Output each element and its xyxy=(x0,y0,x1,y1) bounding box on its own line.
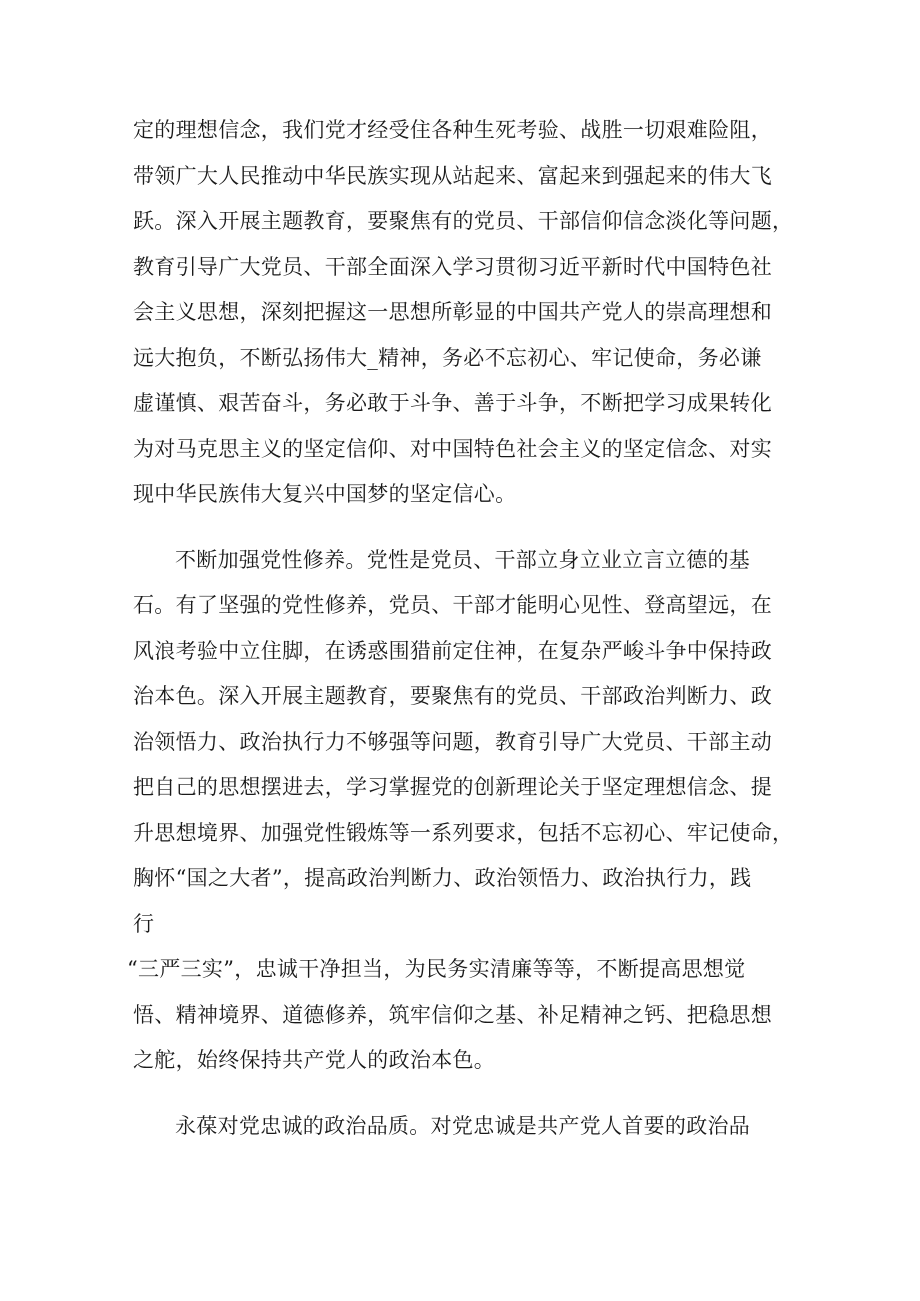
text-line: 治本色。深入开展主题教育，要聚焦有的党员、干部政治判断力、政 xyxy=(133,684,772,708)
text-line: 升思想境界、加强党性锻炼等一系列要求，包括不忘初心、牢记使命， xyxy=(133,820,794,845)
text-line: 远大抱负，不断弘扬伟大_精神，务必不忘初心、牢记使命，务必谦 xyxy=(133,345,762,370)
text-line: 虚谨慎、艰苦奋斗，务必敢于斗争、善于斗争，不断把学习成果转化 xyxy=(133,391,772,415)
text-line: 不断加强党性修养。党性是党员、干部立身立业立言立德的基 xyxy=(175,547,751,572)
text-line: 悟、精神境界、道德修养，筑牢信仰之基、补足精神之钙、把稳思想 xyxy=(133,1002,772,1027)
paragraph-ideals xyxy=(133,108,813,518)
text-line: 永葆对党忠诚的政治品质。对党忠诚是共产党人首要的政治品 xyxy=(175,1113,751,1138)
paragraph-spacer xyxy=(133,1084,813,1104)
paragraph-party-spirit xyxy=(127,538,813,1084)
text-line: 之舵，始终保持共产党人的政治本色。 xyxy=(133,1048,496,1072)
text-line: 跃。深入开展主题教育，要聚焦有的党员、干部信仰信念淡化等问题， xyxy=(133,209,794,233)
text-line: 现中华民族伟大复兴中国梦的坚定信心。 xyxy=(133,482,517,506)
text-line: 会主义思想，深刻把握这一思想所彰显的中国共产党人的崇高理想和 xyxy=(133,300,772,324)
paragraph-spacer xyxy=(133,518,813,538)
text-line: 风浪考验中立住脚，在诱惑围猎前定住神，在复杂严峻斗争中保持政 xyxy=(133,638,772,663)
text-line: 胸怀“国之大者”，提高政治判断力、政治领悟力、政治执行力，践 xyxy=(133,866,752,890)
text-line: 定的理想信念，我们党才经受住各种生死考验、战胜一切艰难险阻， xyxy=(133,118,772,142)
text-line: 行 xyxy=(133,911,155,936)
text-line: 带领广大人民推动中华民族实现从站起来、富起来到强起来的伟大飞 xyxy=(133,163,772,188)
paragraph-loyalty xyxy=(133,1104,813,1150)
text-line: 为对马克思主义的坚定信仰、对中国特色社会主义的坚定信念、对实 xyxy=(133,436,772,461)
text-line: “三严三实”，忠诚干净担当，为民务实清廉等等，不断提高思想觉 xyxy=(127,957,746,981)
text-line: 石。有了坚强的党性修养，党员、干部才能明心见性、登高望远，在 xyxy=(133,593,772,617)
text-line: 把自己的思想摆进去，学习掌握党的创新理论关于坚定理想信念、提 xyxy=(133,775,772,799)
text-line: 教育引导广大党员、干部全面深入学习贯彻习近平新时代中国特色社 xyxy=(133,254,772,279)
text-line: 治领悟力、政治执行力不够强等问题，教育引导广大党员、干部主动 xyxy=(133,729,772,754)
document-body xyxy=(127,108,813,1149)
